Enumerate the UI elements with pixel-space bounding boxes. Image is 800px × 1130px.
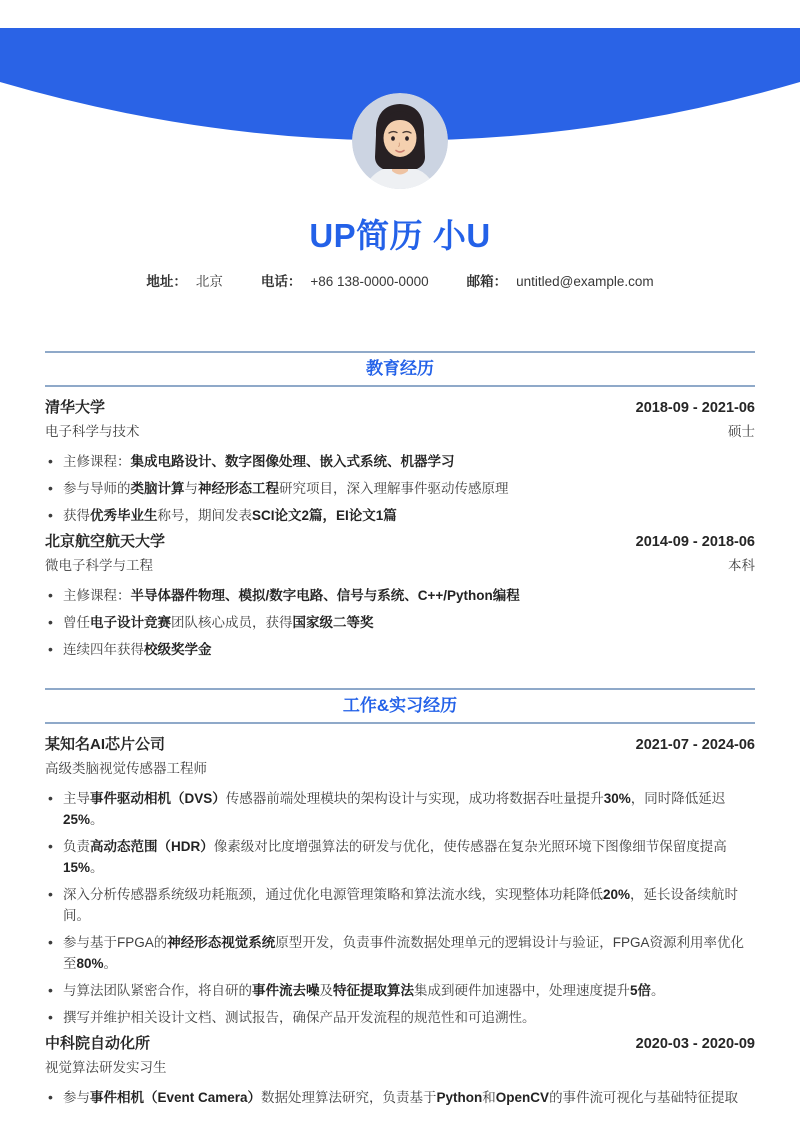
contact-label: 邮箱： xyxy=(466,274,508,289)
bullet-list xyxy=(45,1087,755,1108)
entry-title-row xyxy=(45,1034,755,1054)
section-header-work xyxy=(45,688,755,724)
bullet-list xyxy=(45,788,755,1028)
section-work-experience xyxy=(45,688,755,1108)
header-banner xyxy=(0,0,800,200)
contact-row xyxy=(0,273,800,290)
entry-date: 2014-09 - 2018-06 xyxy=(635,534,755,550)
contact-value: 北京 xyxy=(195,274,223,289)
entry-degree: 硕士 xyxy=(728,424,755,439)
bullet-item: • 参与导师的类脑计算与神经形态工程研究项目，深入理解事件驱动传感原理 xyxy=(45,478,755,499)
entry-title-row xyxy=(45,398,755,418)
contact-value: untitled@example.com xyxy=(516,274,654,289)
entry-title-row xyxy=(45,735,755,755)
bullet-item: • 负责高动态范围（HDR）像素级对比度增强算法的研发与优化，使传感器在复杂光照环境下图像细节保留度提高15%。 xyxy=(45,836,755,878)
bullet-item: • 参与基于FPGA的神经形态视觉系统原型开发，负责事件流数据处理单元的逻辑设计与验证，FPGA资源利用率优化至80%。 xyxy=(45,932,755,974)
entry-subtitle: 视觉算法研发实习生 xyxy=(45,1060,167,1075)
entry-subtitle-row xyxy=(45,423,755,440)
entry-title: 清华大学 xyxy=(45,399,106,416)
bullet-item: • 主修课程：半导体器件物理、模拟/数字电路、信号与系统、C++/Python编程 xyxy=(45,585,755,606)
entry-subtitle-row xyxy=(45,557,755,574)
avatar xyxy=(352,93,448,189)
page-title: UP简历 小U xyxy=(309,217,491,254)
education-entry-buaa xyxy=(45,532,755,660)
contact-item-email xyxy=(467,273,654,290)
education-entry-tsinghua xyxy=(45,398,755,526)
entry-title: 中科院自动化所 xyxy=(45,1035,151,1052)
section-title: 教育经历 xyxy=(366,359,434,378)
entry-subtitle: 电子科学与技术 xyxy=(45,424,140,439)
section-title: 工作&实习经历 xyxy=(342,696,458,715)
entry-subtitle-row xyxy=(45,1059,755,1076)
bullet-item: • 连续四年获得校级奖学金 xyxy=(45,639,755,660)
bullet-list xyxy=(45,585,755,660)
bullet-item: • 参与事件相机（Event Camera）数据处理算法研究，负责基于Python和OpenCV的事件流可视化与基础特征提取 xyxy=(45,1087,755,1108)
contact-item-address xyxy=(146,273,223,290)
entry-date: 2018-09 - 2021-06 xyxy=(635,400,755,416)
contact-item-phone xyxy=(261,273,429,290)
entry-title-row xyxy=(45,532,755,552)
work-entry-casia xyxy=(45,1034,755,1108)
entry-subtitle: 高级类脑视觉传感器工程师 xyxy=(45,761,207,776)
bullet-item: • 主导事件驱动相机（DVS）传感器前端处理模块的架构设计与实现，成功将数据吞吐量提升30%，同时降低延迟25%。 xyxy=(45,788,755,830)
contact-label: 电话： xyxy=(260,274,302,289)
section-header-education xyxy=(45,351,755,387)
bullet-item: • 曾任电子设计竞赛团队核心成员，获得国家级二等奖 xyxy=(45,612,755,633)
bullet-list xyxy=(45,451,755,526)
bullet-item: • 主修课程：集成电路设计、数字图像处理、嵌入式系统、机器学习 xyxy=(45,451,755,472)
entry-date: 2021-07 - 2024-06 xyxy=(635,737,755,753)
entry-title: 某知名AI芯片公司 xyxy=(45,736,166,753)
avatar-portrait-illustration xyxy=(352,93,448,189)
entry-date: 2020-03 - 2020-09 xyxy=(635,1036,755,1052)
resume-body xyxy=(45,351,755,1108)
bullet-item: • 深入分析传感器系统级功耗瓶颈，通过优化电源管理策略和算法流水线，实现整体功耗降低20%，延长设备续航时间。 xyxy=(45,884,755,926)
entry-subtitle: 微电子科学与工程 xyxy=(45,558,153,573)
contact-label: 地址： xyxy=(146,274,187,289)
bullet-item: • 与算法团队紧密合作，将自研的事件流去噪及特征提取算法集成到硬件加速器中，处理速度提升5倍。 xyxy=(45,980,755,1001)
contact-value: +86 138-0000-0000 xyxy=(310,274,429,289)
bullet-item: • 撰写并维护相关设计文档、测试报告，确保产品开发流程的规范性和可追溯性。 xyxy=(45,1007,755,1028)
bullet-item: • 获得优秀毕业生称号，期间发表SCI论文2篇，EI论文1篇 xyxy=(45,505,755,526)
entry-title: 北京航空航天大学 xyxy=(45,533,166,550)
entry-degree: 本科 xyxy=(728,558,755,573)
entry-subtitle-row xyxy=(45,760,755,777)
work-entry-ai-chip-company xyxy=(45,735,755,1028)
section-education xyxy=(45,351,755,660)
